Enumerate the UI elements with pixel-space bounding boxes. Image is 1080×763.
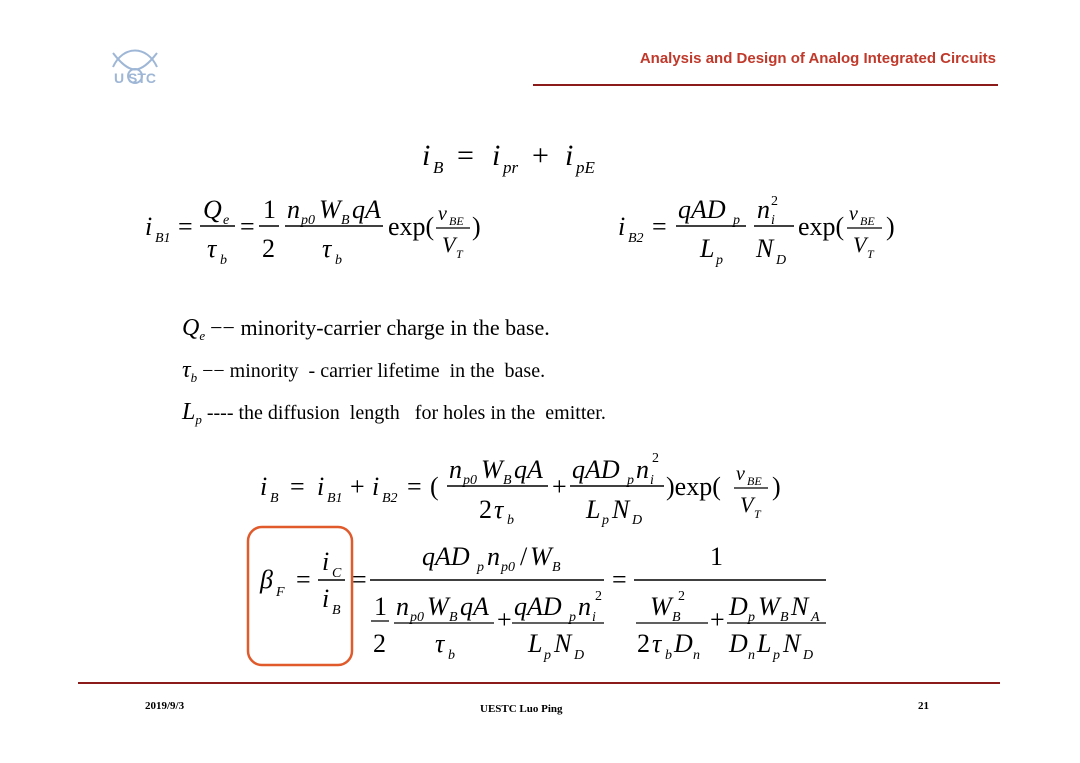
equation-ib-combined [260,451,781,528]
svg-text:exp(: exp( [388,212,435,241]
svg-text:): ) [772,472,781,501]
svg-text:Q: Q [203,195,222,224]
svg-text:n: n [578,592,591,621]
svg-text:pE: pE [576,158,595,177]
svg-text:p: p [748,610,755,625]
svg-text:B: B [780,610,789,625]
svg-text:B2: B2 [382,491,398,506]
svg-text:=: = [352,565,367,594]
footer-rule [78,682,1000,684]
svg-text:B: B [332,603,341,618]
svg-text:p: p [602,513,609,528]
svg-text:U STC: U STC [114,70,156,86]
svg-text:=: = [178,212,193,241]
svg-text:V: V [740,492,754,517]
svg-text:B: B [672,610,681,625]
svg-text:+: + [532,139,549,172]
page-number: 21 [918,700,929,712]
svg-text:N: N [756,234,774,263]
svg-text:i: i [317,472,325,501]
svg-text:2: 2 [678,589,685,604]
svg-text:W: W [481,455,503,484]
equation-ib1 [145,195,481,268]
svg-text:p: p [477,560,484,575]
svg-text:): ) [472,212,481,241]
svg-text:e: e [223,213,230,228]
svg-text:L: L [586,495,601,524]
svg-text:i: i [592,610,596,625]
description-lp: $L_p$ ---- the diffusion length for holes in the emitter. [182,399,606,427]
description-qe: $Q_e$ −− minority-carrier charge in the base. [182,315,550,343]
svg-text:p: p [773,648,780,663]
svg-text:N: N [783,629,801,658]
svg-text:2: 2 [262,234,275,263]
svg-text:p0: p0 [463,473,477,488]
svg-text:i: i [260,472,268,501]
svg-text:T: T [754,507,761,521]
svg-text:b: b [665,648,672,663]
svg-text:T: T [867,247,874,261]
svg-text:D: D [729,629,748,658]
svg-text:i: i [771,213,775,228]
svg-text:L: L [700,234,715,263]
svg-text:i: i [372,472,380,501]
svg-text:qA: qA [514,455,543,484]
svg-text:n: n [449,455,462,484]
svg-text:)exp(: )exp( [666,472,721,501]
svg-text:n: n [757,195,770,224]
svg-text:b: b [448,648,455,663]
svg-text:+: + [497,605,512,634]
svg-text:τ: τ [652,629,662,658]
svg-text:2: 2 [637,629,650,658]
svg-text:qA: qA [352,195,381,224]
svg-text:B1: B1 [155,231,171,246]
svg-text:τ: τ [322,234,332,263]
svg-text:p: p [716,253,723,268]
svg-text:W: W [758,592,780,621]
svg-text:+: + [350,472,365,501]
svg-text:C: C [332,566,342,581]
svg-text:n: n [693,648,700,663]
svg-text:i: i [492,139,501,172]
svg-text:N: N [554,629,572,658]
svg-text:i: i [145,212,153,241]
svg-text:p0: p0 [501,560,515,575]
svg-text:D: D [729,592,748,621]
svg-text:=: = [457,139,474,172]
svg-text:A: A [811,610,820,625]
svg-text:qA: qA [460,592,489,621]
svg-text:=: = [296,565,311,594]
svg-text:B2: B2 [628,231,644,246]
slide-header-title: Analysis and Design of Analog Integrated Circuits [639,50,996,67]
svg-text:2: 2 [373,629,386,658]
svg-text:2: 2 [595,589,602,604]
svg-text:B1: B1 [327,491,343,506]
svg-text:p: p [733,213,740,228]
svg-text:=: = [240,212,255,241]
svg-text:D: D [574,648,585,663]
svg-text:=: = [652,212,667,241]
svg-text:pr: pr [503,158,519,177]
svg-text:qAD: qAD [678,195,726,224]
svg-text:b: b [335,253,342,268]
svg-text:N: N [791,592,809,621]
svg-text:B: B [433,158,444,177]
svg-text:B: B [341,213,350,228]
svg-text:i: i [650,473,654,488]
svg-text:2: 2 [479,495,492,524]
svg-text:n: n [287,195,300,224]
description-tau-b: $\tau_b$ −− minority - carrier lifetime in the base. [182,357,546,385]
svg-text:B: B [449,610,458,625]
svg-text:τ: τ [435,629,445,658]
svg-text:p: p [627,473,634,488]
svg-text:B: B [552,560,561,575]
svg-text:n: n [396,592,409,621]
svg-text:V: V [442,232,456,257]
svg-text:L: L [528,629,543,658]
svg-text:BE: BE [747,474,762,488]
svg-text:τ: τ [207,234,217,263]
svg-text:D: D [776,253,787,268]
svg-text:v: v [438,203,447,225]
svg-text:p: p [569,610,576,625]
svg-text:n: n [748,648,755,663]
svg-text:qAD: qAD [514,592,562,621]
svg-text:qAD: qAD [572,455,620,484]
svg-text:2: 2 [652,451,659,466]
svg-text:W: W [319,195,341,224]
svg-text:BE: BE [449,214,464,228]
svg-text:=: = [612,565,627,594]
equation-ib-sum [422,139,596,177]
svg-text:W: W [427,592,449,621]
svg-text:i: i [565,139,574,172]
svg-text:1: 1 [263,195,276,224]
svg-text:(: ( [430,472,439,501]
svg-text:v: v [849,203,858,225]
footer-author: UESTC Luo Ping [480,703,563,715]
svg-text:=: = [407,472,422,501]
svg-text:qAD: qAD [422,542,470,571]
svg-text:V: V [853,232,867,257]
svg-text:D: D [803,648,814,663]
svg-text:p0: p0 [410,610,424,625]
svg-text:b: b [507,513,514,528]
svg-text:N: N [612,495,630,524]
svg-text:exp(: exp( [798,212,845,241]
equation-beta-f [248,527,826,665]
svg-text:B: B [270,491,279,506]
svg-text:D: D [632,513,643,528]
svg-text:W: W [530,542,552,571]
svg-text:b: b [220,253,227,268]
svg-text:n: n [636,455,649,484]
footer-date: 2019/9/3 [145,700,185,712]
svg-text:W: W [650,592,672,621]
svg-text:F: F [276,585,285,600]
svg-text:v: v [736,463,745,485]
svg-text:): ) [886,212,895,241]
svg-text:L: L [757,629,772,658]
svg-text:i: i [618,212,626,241]
svg-text:β: β [260,565,273,594]
svg-text:/: / [520,542,528,571]
equation-ib2 [618,194,895,268]
svg-text:i: i [322,547,330,576]
svg-text:D: D [674,629,693,658]
svg-text:+: + [710,605,725,634]
svg-text:1: 1 [710,542,723,571]
svg-text:1: 1 [374,592,387,621]
svg-text:n: n [487,542,500,571]
svg-text:=: = [290,472,305,501]
svg-text:2: 2 [771,194,778,209]
svg-text:B: B [503,473,512,488]
svg-text:i: i [422,139,431,172]
svg-text:BE: BE [860,214,875,228]
svg-text:T: T [456,247,463,261]
svg-text:+: + [552,472,567,501]
svg-text:τ: τ [494,495,504,524]
svg-text:i: i [322,584,330,613]
highlight-box [248,527,352,665]
svg-text:p0: p0 [301,213,315,228]
svg-text:p: p [544,648,551,663]
